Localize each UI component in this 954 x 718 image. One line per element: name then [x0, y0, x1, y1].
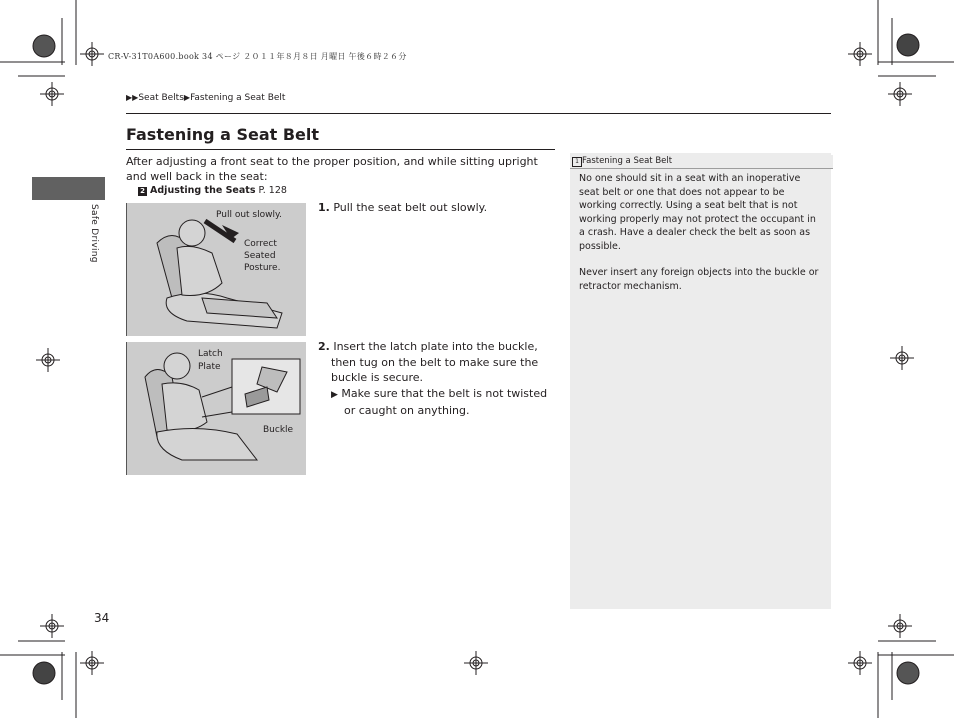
- note-icon: 1: [572, 157, 582, 167]
- print-header-note: CR-V-31T0A600.book 34 ページ ２０１１年８月８日 月曜日 午後６時２６分: [108, 52, 407, 61]
- note-paragraph: Never insert any foreign objects into the buckle or retractor mechanism.: [579, 267, 819, 292]
- breadcrumb: [126, 93, 285, 103]
- page-number: 34: [94, 611, 110, 625]
- page-title: Fastening a Seat Belt: [126, 125, 320, 144]
- breadcrumb-item[interactable]: Seat Belts: [138, 93, 184, 103]
- breadcrumb-arrows: ▶▶: [126, 93, 139, 102]
- label-posture-3: Posture.: [244, 263, 281, 273]
- xref-page: P. 128: [258, 185, 287, 196]
- breadcrumb-separator: ▶: [183, 93, 191, 102]
- step-number: 1.: [318, 201, 330, 214]
- figure-insert-latch: [126, 342, 306, 475]
- note-paragraph: No one should sit in a seat with an inoperative seat belt or one that does not appear to be working correctly. Using a seat belt that is not working properly may not protect the occupant in a crash. Have a dealer check the belt as soon as possible.: [579, 173, 816, 252]
- note-body: [579, 172, 822, 306]
- label-latch-2: Plate: [198, 362, 221, 372]
- figure-pull-belt: [126, 203, 306, 336]
- intro-text: After adjusting a front seat to the proper position, and while sitting upright and well back in the seat:: [126, 155, 538, 183]
- label-posture-2: Seated: [244, 251, 276, 261]
- section-tab: [32, 177, 105, 200]
- step-number: 2.: [318, 340, 330, 353]
- title-rule: [126, 149, 555, 150]
- header-rule: [126, 113, 831, 114]
- step-text: Pull the seat belt out slowly.: [333, 201, 488, 214]
- sub-bullet-icon: ▶: [331, 389, 338, 400]
- step-2: [318, 339, 558, 419]
- note-title: [570, 155, 833, 169]
- label-posture-1: Correct: [244, 239, 277, 249]
- xref-icon: 2: [138, 187, 147, 196]
- label-buckle: Buckle: [263, 425, 294, 435]
- section-tab-label: Safe Driving: [89, 204, 99, 263]
- step-1: [318, 200, 558, 216]
- label-pull-out: Pull out slowly.: [216, 210, 282, 220]
- cross-reference-link[interactable]: [138, 185, 287, 196]
- step-subtext: Make sure that the belt is not twisted or caught on anything.: [341, 386, 548, 417]
- label-latch-1: Latch: [198, 349, 223, 359]
- breadcrumb-item-current: Fastening a Seat Belt: [190, 93, 286, 103]
- xref-label: Adjusting the Seats: [150, 185, 256, 196]
- step-text: Insert the latch plate into the buckle, then tug on the belt to make sure the buckle is secure.: [331, 340, 539, 384]
- note-title-text: Fastening a Seat Belt: [582, 156, 673, 166]
